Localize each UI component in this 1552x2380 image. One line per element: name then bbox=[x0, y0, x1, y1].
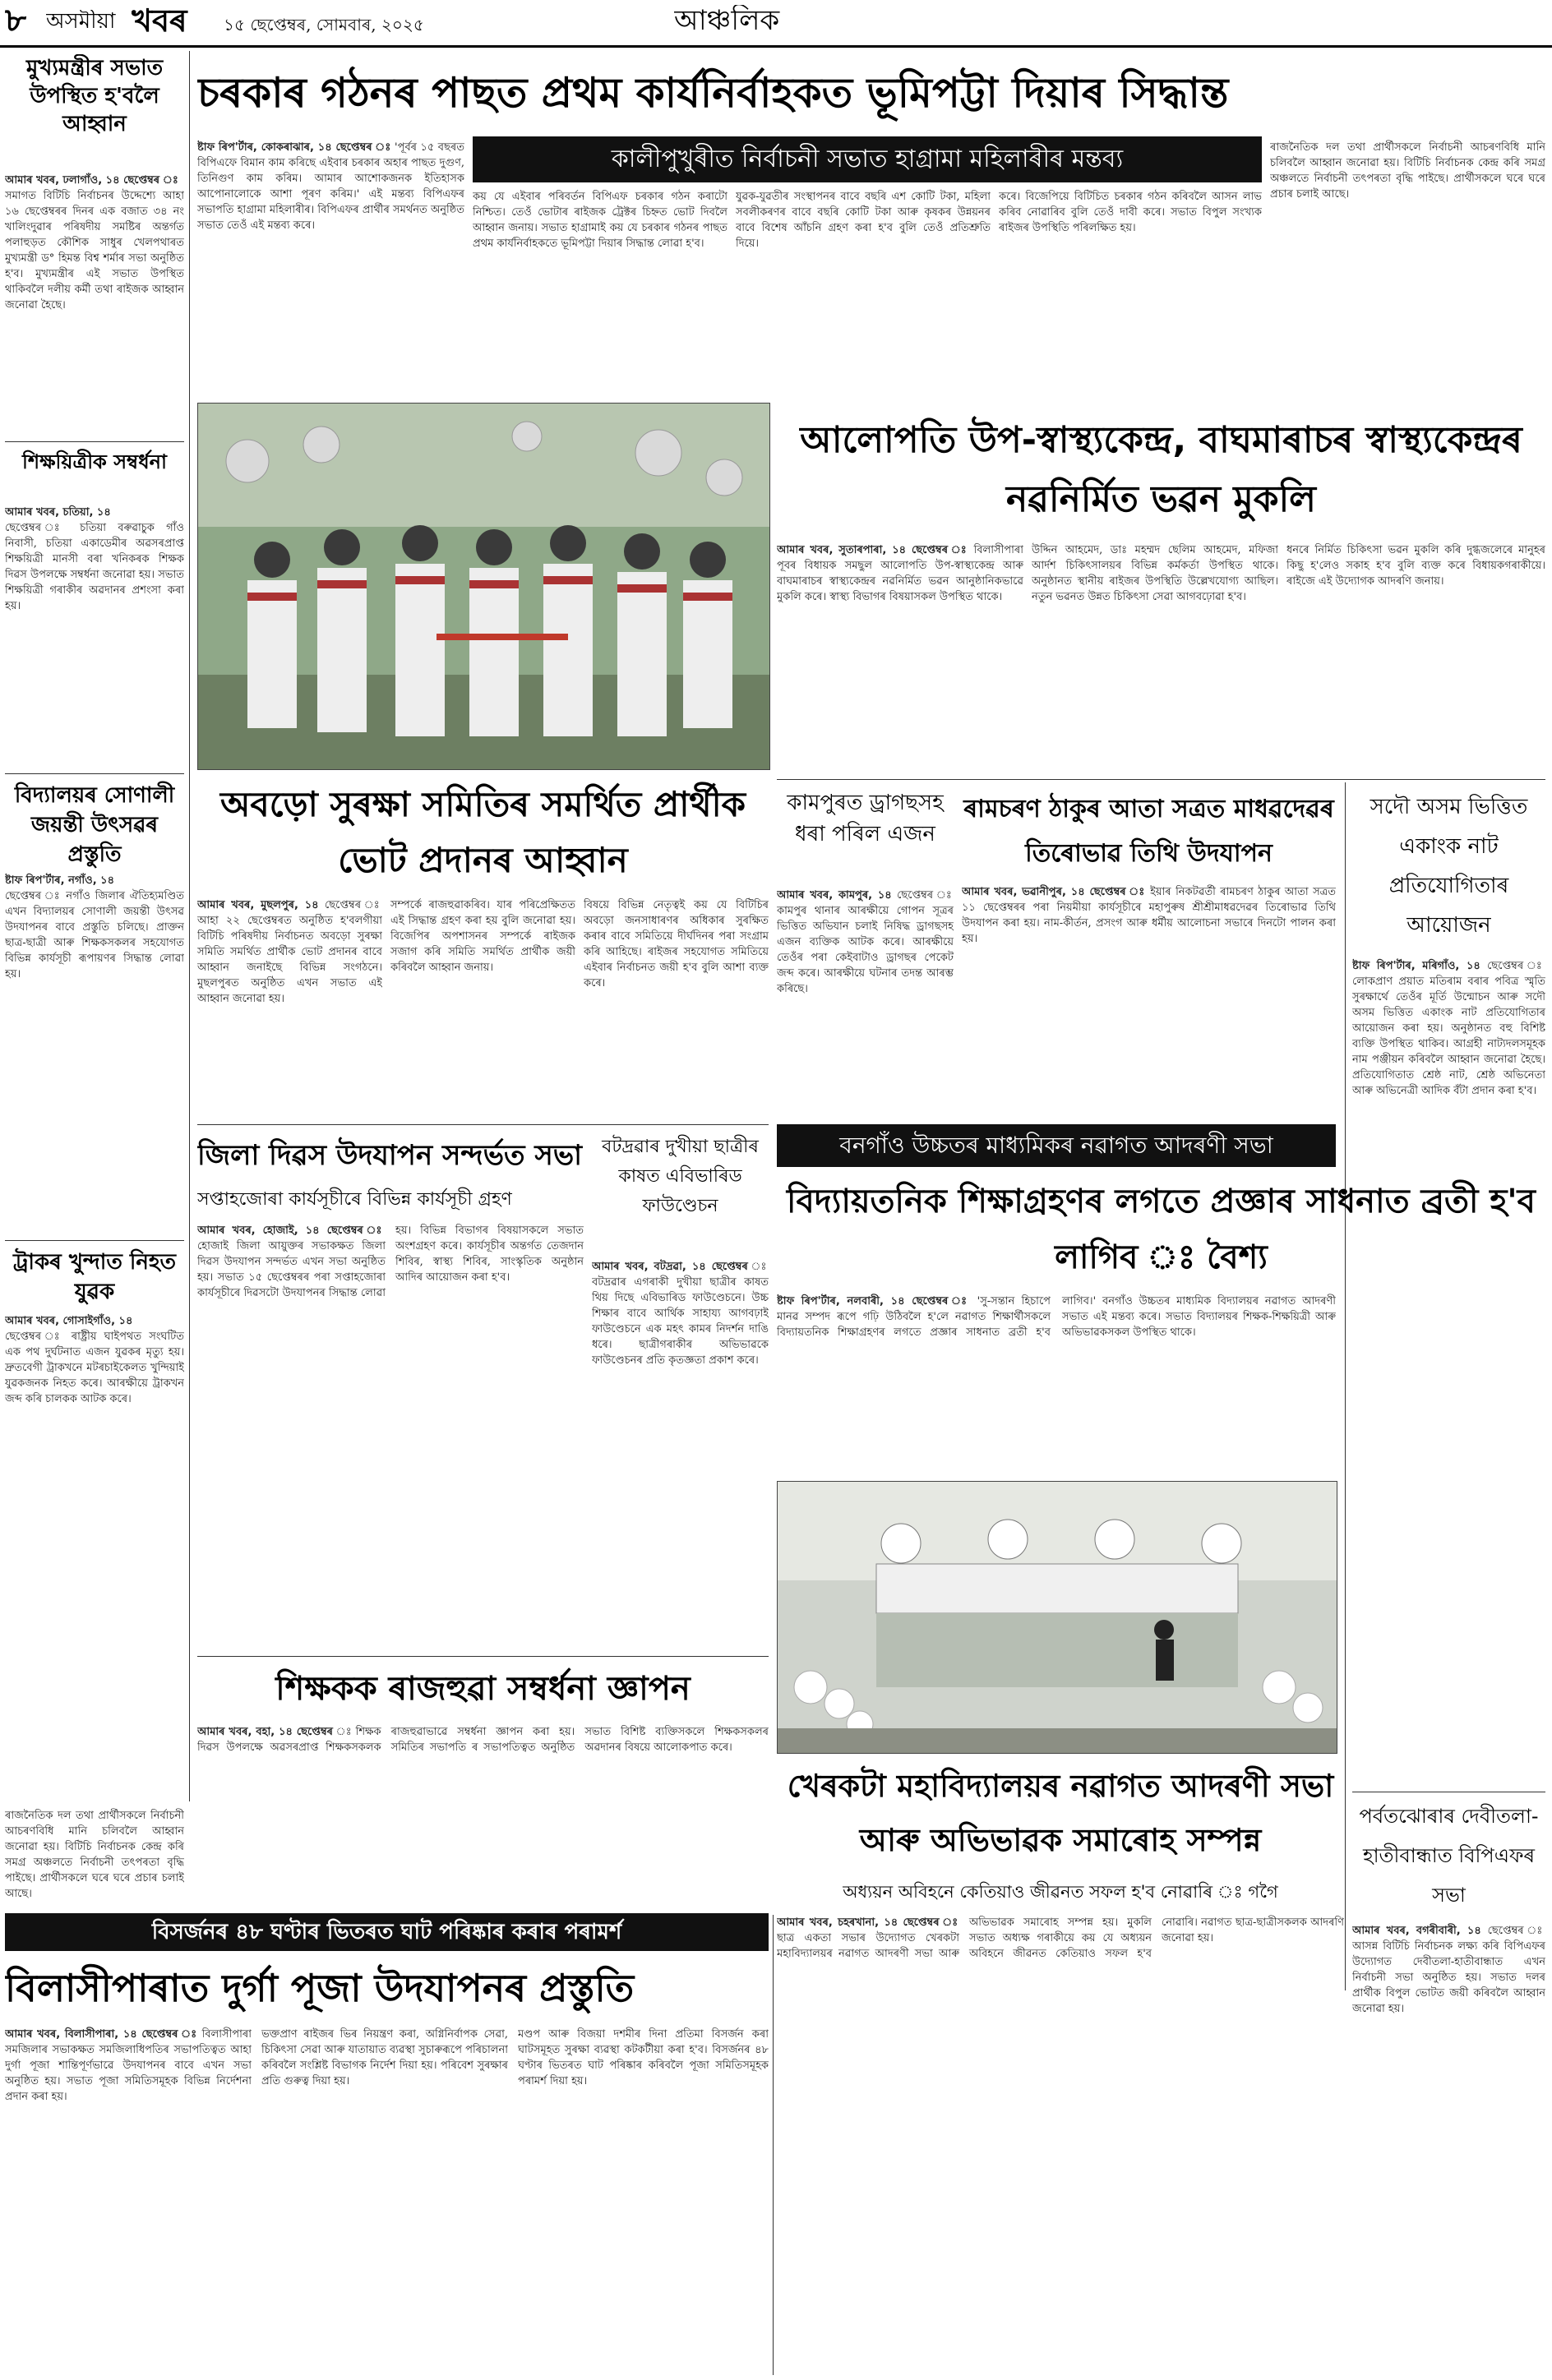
story-headline: বিদ্যালয়ৰ সোণালী জয়ন্তী উৎসৱৰ প্ৰস্তুতি bbox=[14, 783, 175, 867]
batdrava-body: বটদ্ৰৱাৰ এগৰাকী দুখীয়া ছাত্ৰীৰ কাষত থিয় দিছে এবিভাৰিড ফাউণ্ডেচনে। উচ্চ শিক্ষাৰ বাবে আৰ্থিক সাহায্য আগবঢ়াই ফাউণ্ডেচনে এক মহৎ কামৰ নিদৰ্শন দাঙি ধৰে। ছাত্ৰীগৰাকীৰ অভিভাৱকে ফাউণ্ডেচনৰ প্ৰতি কৃতজ্ঞতা প্ৰকাশ কৰে। bbox=[592, 1276, 769, 1367]
story-body: ছেপ্তেম্বৰ ঃ নগাঁও জিলাৰ ঐতিহ্যমণ্ডিত এখন বিদ্যালয়ৰ সোণালী জয়ন্তী উৎসৱ উদযাপনৰ বাবে প্ৰস্তুতি চলিছে। প্ৰাক্তন ছাত্ৰ-ছাত্ৰী আৰু শিক্ষকসকলৰ সহযোগত বিভিন্ন কাৰ্যসূচী ৰূপায়ণৰ সিদ্ধান্ত লোৱা হয়। bbox=[5, 890, 184, 980]
lead-col-1 bbox=[197, 140, 464, 394]
story-byline: আমাৰ খবৰ, চতিয়া, ১৪ bbox=[5, 506, 111, 519]
health-bottom-rule bbox=[777, 779, 1545, 780]
page-number: ৮ bbox=[5, 2, 26, 39]
teacher-body-block bbox=[197, 1724, 769, 1908]
story-headline: ট্ৰাকৰ খুন্দাত নিহত যুৱক bbox=[12, 1250, 177, 1304]
issue-date: ১৫ ছেপ্তেম্বৰ, সোমবাৰ, ২০২৫ bbox=[224, 15, 424, 35]
health-col-3: ধনৰে নিৰ্মিত চিকিৎসা ভৱন মুকলি কৰি দুগ্ধজলেৰে মানুহৰ কিছু হ'লেও সকাহ হ'ব বুলি ব্যক্ত কৰে বিধায়কগৰাকীয়ে। ৰাইজে এই উদ্যোগক আদৰণি জনায়। bbox=[1286, 544, 1545, 588]
right-col-rule bbox=[1345, 782, 1346, 1990]
teacher-headline: শিক্ষকক ৰাজহুৱা সম্বৰ্ধনা জ্ঞাপন bbox=[275, 1670, 691, 1708]
bangaon-body-block bbox=[777, 1294, 1336, 1476]
abs-col-3: বিষয়ে বিভিন্ন নেতৃত্বই কয় যে বিটিচিৰ অবড়ো জনসাধাৰণৰ অধিকাৰ সুৰক্ষিত কৰাৰ বাবে সমিতিয়ে দীৰ্ঘদিনৰ পৰা সংগ্ৰাম কৰি আহিছে। ৰাইজৰ সহযোগত সমিতিয়ে এইবাৰ নিৰ্বাচনত জয়ী হ'ব বুলি আশা ব্যক্ত কৰে। bbox=[584, 899, 769, 989]
lead-body-1: 'পূৰ্বৰ ১৫ বছৰত বিপিএফে বিমান কাম কৰিছে এইবাৰ চৰকাৰ অহাৰ পাছত দুগুণ, তিনিগুণ কাম কৰিম। আমাৰ আশোকজনক ইতিহাসক আপোনালোকে আশা পূৰণ কৰিম।' এই মন্তব্য বিপিএফৰ সভাপতি হাগ্ৰামা মহিলাৰীৰ। বিপিএফৰ প্ৰাৰ্থীৰ সমৰ্থনত অনুষ্ঠিত সভাত তেওঁ এই মন্তব্য কৰে। bbox=[197, 141, 464, 232]
durga-body-1: বিলাসীপাৰা সমজিলাৰ সভাকক্ষত সমজিলাধিপতিৰ সভাপতিত্বত আহা দুৰ্গা পূজা শান্তিপূৰ্ণভাৱে উদযাপনৰ বাবে এখন সভা অনুষ্ঠিত হয়। সভাত পূজা সমিতিসমূহক বিভিন্ন নিৰ্দেশনা প্ৰদান কৰা হয়। bbox=[5, 2028, 252, 2103]
district-headline: জিলা দিৱস উদযাপন সন্দৰ্ভত সভা bbox=[197, 1139, 583, 1172]
abs-bottom-rule bbox=[197, 1124, 769, 1125]
kherkata-body-block bbox=[777, 1915, 1344, 2375]
kherkata-body: ছাত্ৰ একতা সভাৰ উদ্যোগত খেৰকটা মহাবিদ্যালয়ৰ নৱাগত আদৰণী সভা আৰু অভিভাৱক সমাৰোহ সম্পন্ন হয়। মুকলি সভাত অধ্যক্ষ গৰাকীয়ে কয় যে অধ্যয়ন অবিহনে জীৱনত কেতিয়াও সফল হ'ব নোৱাৰি। নৱাগত ছাত্ৰ-ছাত্ৰীসকলক আদৰণি জনোৱা হয়। bbox=[777, 1916, 1344, 1960]
ramcharan-body-block bbox=[962, 884, 1336, 1118]
story-byline: ষ্টাফ ৰিপ'ৰ্টাৰ, নগাঁও, ১৪ bbox=[5, 874, 115, 887]
sodou-body-block bbox=[1352, 958, 1545, 1788]
abs-col-2: সম্পৰ্কে ৰাজহুৱাকৰিব। যাৰ পৰিপ্ৰেক্ষিতত এই সিদ্ধান্ত গ্ৰহণ কৰা হয় বুলি জনোৱা হয়। বিজেপিৰ অপশাসনৰ সম্পৰ্কে ৰাইজক সজাগ কৰি সমিতি সমৰ্থিত প্ৰাৰ্থীক জয়ী কৰিবলৈ আহ্বান জনায়। bbox=[390, 899, 575, 974]
story-body: সমাগত বিটিচি নিৰ্বাচনৰ উদ্দেশ্যে আহা ১৬ ছেপ্তেম্বৰৰ দিনৰ এক বজাত ৩৪ নং খালিংদুৱাৰ পৰিষদীয় সমষ্টিৰ অন্তৰ্গত পলাহুড়ত কৌশিক সাধুৰ খেলপথাৰত মুখ্যমন্ত্ৰী ড° হিমন্ত বিশ্ব শৰ্মাৰ সভা অনুষ্ঠিত হ'ব। মুখ্যমন্ত্ৰীৰ এই সভাত উপস্থিত থাকিবলৈ দলীয় কৰ্মী তথা ৰাইজক আহ্বান জনোৱা হৈছে। bbox=[5, 190, 184, 311]
lead-col-5: ৰাজনৈতিক দল তথা প্ৰাৰ্থীসকলে নিৰ্বাচনী আচৰণবিধি মানি চলিবলৈ আহ্বান জনোৱা হয়। বিটিচি নিৰ্বাচনক কেন্দ্ৰ কৰি সমগ্ৰ অঞ্চলতে নিৰ্বাচনী তৎপৰতা বৃদ্ধি পাইছে। প্ৰাৰ্থীসকলে ঘৰে ঘৰে প্ৰচাৰ চলাই আছে। bbox=[1270, 141, 1545, 201]
abs-body-1: ছেপ্তেম্বৰ ঃ আহা ২২ ছেপ্তেম্বৰত অনুষ্ঠিত হ'বলগীয়া বিটিচি পৰিষদীয় নিৰ্বাচনত অবড়ো সুৰক্ষা সমিতি সমৰ্থিত প্ৰাৰ্থীক ভোট প্ৰদানৰ বাবে আহ্বান জনাইছে বিভিন্ন সংগঠনে। মুছলপুৰত অনুষ্ঠিত এখন সভাত এই আহ্বান জনোৱা হয়। bbox=[197, 899, 382, 1005]
durga-col-3: মণ্ডপ আৰু বিজয়া দশমীৰ দিনা প্ৰতিমা বিসৰ্জন কৰা ঘাটসমূহত সুৰক্ষা ব্যৱস্থা কটকটীয়া কৰা হ'ব। বিসৰ্জনৰ ৪৮ ঘণ্টাৰ ভিতৰত ঘাট পৰিষ্কাৰ কৰিবলৈ পূজা সমিতিসমূহক পৰামৰ্শ দিয়া হয়। bbox=[518, 2028, 769, 2087]
district-subhead: সপ্তাহজোৰা কাৰ্যসূচীৰে বিভিন্ন কাৰ্যসূচী গ্ৰহণ bbox=[197, 1189, 512, 1210]
health-headline: আলোপতি উপ-স্বাস্থ্যকেন্দ্ৰ, বাঘমাৰাচৰ স্বাস্থ্যকেন্দ্ৰৰ নৱনিৰ্মিত ভৱন মুকলি bbox=[800, 419, 1522, 520]
ramcharan-body: ইয়াৰ নিকটৱৰ্তী ৰামচৰণ ঠাকুৰ আতা সত্ৰত ১১ ছেপ্তেম্বৰৰ পৰা নিয়মীয়া কাৰ্যসূচীৰে মহাপুৰুষ শ্ৰীশ্ৰীমাধৱদেৱৰ তিৰোভাৱ তিথি উদযাপন কৰা হয়। নাম-কীৰ্তন, প্ৰসংগ আৰু ধৰ্মীয় আলোচনা সভাৰে দিনটো পালন কৰা হয়। bbox=[962, 886, 1336, 945]
ramcharan-byline: আমাৰ খবৰ, ভৱানীপুৰ, ১৪ ছেপ্তেম্বৰ ঃ bbox=[962, 886, 1146, 898]
paper-name-a: অসমীয়া bbox=[46, 10, 116, 34]
ramcharan-headline: ৰামচৰণ ঠাকুৰ আতা সত্ৰত মাধৱদেৱৰ তিৰোভাৱ তিথি উদযাপন bbox=[963, 795, 1334, 868]
parbat-body-block bbox=[1352, 1923, 1545, 2375]
kherkata-subhead: অধ্যয়ন অবিহনে কেতিয়াও জীৱনত সফল হ'ব নোৱাৰি ঃ গগৈ bbox=[843, 1882, 1278, 1902]
sodou-headline: সদৌ অসম ভিত্তিত একাংক নাট প্ৰতিযোগিতাৰ আয়োজন bbox=[1370, 795, 1528, 938]
bangaon-banner: বনগাঁও উচ্চতৰ মাধ্যমিকৰ নৱাগত আদৰণী সভা bbox=[777, 1124, 1336, 1167]
durga-headline: বিলাসীপাৰাত দুৰ্গা পূজা উদযাপনৰ প্ৰস্তুতি bbox=[5, 1966, 635, 2010]
abs-byline: আমাৰ খবৰ, মুছলপুৰ, ১৪ bbox=[197, 899, 319, 911]
district-byline: আমাৰ খবৰ, হোজাই, ১৪ ছেপ্তেম্বৰ ঃ bbox=[197, 1225, 386, 1237]
health-col-2: উদ্দিন আহমেদ, ডাঃ মহম্মদ ছেলিম আহমেদ, মফিজা আৰ্দশ চিকিৎসালয়ৰ বিভিন্ন কৰ্মকৰ্তা উপস্থিত থাকে। অনুষ্ঠানত স্থানীয় ৰাইজৰ উপস্থিতি উল্লেখযোগ্য আছিল। নতুন ভৱনত উন্নত চিকিৎসা সেৱা আগবঢ়োৱা হ'ব। bbox=[1032, 544, 1278, 603]
bangaon-byline: ষ্টাফ ৰিপ'ৰ্টাৰ, নলবাৰী, ১৪ ছেপ্তেম্বৰ ঃ bbox=[777, 1295, 971, 1308]
parbat-byline: আমাৰ খবৰ, বগৰীবাৰী, ১৪ bbox=[1352, 1925, 1481, 1937]
bottom-mid-rule bbox=[773, 1915, 774, 2375]
durga-col-2: ভক্তপ্ৰাণ ৰাইজৰ ভিৰ নিয়ন্ত্ৰণ কৰা, অগ্নিনিৰ্বাপক সেৱা, চিকিৎসা সেৱা আৰু যাতায়াত ব্যৱস্থা সুচাৰুৰূপে পৰিচালনা কৰিবলৈ সংশ্লিষ্ট বিভাগক নিৰ্দেশ দিয়া হয়। পৰিবেশ সুৰক্ষাৰ প্ৰতি গুৰুত্ব দিয়া হয়। bbox=[261, 2028, 508, 2087]
bangaon-stage-photo bbox=[777, 1481, 1337, 1754]
lead-col-3: যুৱক-যুৱতীৰ সংস্থাপনৰ বাবে বছৰি এশ কোটি টকা, মহিলা সবলীকৰণৰ বাবে বছৰি কোটি টকা আৰু কৃষকৰ উন্নয়নৰ বাবে বিশেষ আঁচনি গ্ৰহণ কৰা হ'ব বুলি তেওঁ প্ৰতিশ্ৰুতি দিয়ে। bbox=[736, 191, 991, 250]
teacher-byline: আমাৰ খবৰ, বহা, ১৪ ছেপ্তেম্বৰ bbox=[197, 1726, 333, 1738]
kampur-body: ছেপ্তেম্বৰ ঃ কামপুৰ থানাৰ আৰক্ষীয়ে গোপন সূত্ৰৰ ভিত্তিত অভিযান চলাই নিষিদ্ধ ড্ৰাগছসহ এজন ব্যক্তিক আটক কৰে। আৰক্ষীয়ে তেওঁৰ পৰা কেইবাটাও ড্ৰাগছৰ পেকেট জব্দ কৰে। আৰক্ষীয়ে ঘটনাৰ তদন্ত আৰম্ভ কৰিছে। bbox=[777, 889, 954, 995]
durga-byline: আমাৰ খবৰ, বিলাসীপাৰা, ১৪ ছেপ্তেম্বৰ ঃ bbox=[5, 2028, 198, 2041]
lead-col-2: কয় যে এইবাৰ পৰিবৰ্তন বিপিএফ চৰকাৰ গঠন কৰাটো নিশ্চিত। তেওঁ ভোটাৰ ৰাইজক ট্ৰেক্টৰ চিহ্নত ভোট দিবলৈ আহ্বান জনায়। সভাত হাগ্ৰামাই কয় যে চৰকাৰ গঠনৰ পাছত প্ৰথম কাৰ্যনিৰ্বাহকতে ভূমিপট্টা দিয়াৰ সিদ্ধান্ত লোৱা হ'ব। bbox=[473, 191, 728, 250]
kherkata-headline: খেৰকটা মহাবিদ্যালয়ৰ নৱাগত আদৰণী সভা আৰু অভিভাৱক সমাৰোহ সম্পন্ন bbox=[787, 1768, 1334, 1858]
left-column bbox=[5, 54, 184, 1801]
parbat-headline: পৰ্বতঝোৰাৰ দেবীতলা-হাতীবান্ধাত বিপিএফৰ সভা bbox=[1359, 1805, 1539, 1907]
bangaon-headline: বিদ্যায়তনিক শিক্ষাগ্ৰহণৰ লগতে প্ৰজ্ঞাৰ সাধনাত ব্ৰতী হ'ব লাগিব ঃ বৈশ্য bbox=[787, 1183, 1536, 1276]
health-byline: আমাৰ খবৰ, সুতাৰপাৰা, ১৪ ছেপ্তেম্বৰ ঃ bbox=[777, 544, 969, 556]
masthead bbox=[0, 0, 1552, 48]
left-col-rule bbox=[189, 51, 190, 1801]
durga-col-1 bbox=[5, 2027, 252, 2375]
lead-event-photo bbox=[197, 403, 770, 770]
kampur-headline: কামপুৰত ড্ৰাগছসহ ধৰা পৰিল এজন bbox=[787, 791, 944, 846]
district-bottom-rule bbox=[197, 1656, 769, 1657]
batdrava-headline: বটদ্ৰৱাৰ দুখীয়া ছাত্ৰীৰ কাষত এবিভাৰিড ফাউণ্ডেচন bbox=[602, 1137, 759, 1216]
district-body-block bbox=[197, 1223, 584, 1650]
abs-col-1 bbox=[197, 897, 382, 1119]
teacher-body: ঃ শিক্ষক দিৱস উপলক্ষে অৱসৰপ্ৰাপ্ত শিক্ষকসকলক ৰাজহুৱাভাৱে সম্বৰ্ধনা জ্ঞাপন কৰা হয়। সমিতিৰ সভাপতি ৰ সভাপতিত্বত অনুষ্ঠিত সভাত বিশিষ্ট ব্যক্তিসকলে শিক্ষকসকলৰ অৱদানৰ বিষয়ে আলোকপাত কৰে। bbox=[197, 1726, 769, 1754]
parbat-body: ছেপ্তেম্বৰ ঃ আসন্ন বিটিচি নিৰ্বাচনক লক্ষ্য কৰি বিপিএফৰ উদ্যোগত দেবীতলা-হাতীবান্ধাত এখন নিৰ্বাচনী সভা অনুষ্ঠিত হয়। সভাত দলৰ প্ৰাৰ্থীক বিপুল ভোটত জয়ী কৰিবলৈ আহ্বান জনোৱা হয়। bbox=[1352, 1925, 1545, 2015]
story-byline: আমাৰ খবৰ, ঢলাগাঁও, ১৪ ছেপ্তেম্বৰ ঃ bbox=[5, 174, 178, 187]
bangaon-body: 'সু-সন্তান হিচাপে মানৱ সম্পদ ৰূপে গঢ়ি উঠিবলৈ হ'লে নৱাগত শিক্ষাৰ্থীসকলে বিদ্যায়তনিক শিক্ষাগ্ৰহণৰ লগতে প্ৰজ্ঞাৰ সাধনাত ব্ৰতী হ'ব লাগিব।' বনগাঁও উচ্চতৰ মাধ্যমিক বিদ্যালয়ৰ নৱাগত আদৰণী সভাত এই মন্তব্য কৰে। সভাত বিদ্যালয়ৰ শিক্ষক-শিক্ষয়িত্ৰী আৰু অভিভাৱকসকল উপস্থিত থাকে। bbox=[777, 1295, 1336, 1339]
durga-kicker: বিসৰ্জনৰ ৪৮ ঘণ্টাৰ ভিতৰত ঘাট পৰিষ্কাৰ কৰাৰ পৰামৰ্শ bbox=[5, 1913, 769, 1951]
paper-name-b: খবৰ bbox=[132, 3, 187, 39]
story-headline: শিক্ষয়িত্ৰীক সম্বৰ্ধনা bbox=[22, 450, 167, 473]
story-body: ছেপ্তেম্বৰ ঃ ৰাষ্ট্ৰীয় ঘাইপথত সংঘটিত এক পথ দুৰ্ঘটনাত এজন যুৱকৰ মৃত্যু হয়। দ্ৰুতবেগী ট্ৰাকখনে মটৰচাইকেলত খুন্দিয়াই যুৱকজনক নিহত কৰে। আৰক্ষীয়ে ট্ৰাকখন জব্দ কৰি চালকক আটক কৰে। bbox=[5, 1331, 184, 1405]
batdrava-byline: আমাৰ খবৰ, বটদ্ৰৱা, ১৪ ছেপ্তেম্বৰ bbox=[592, 1261, 748, 1273]
lead-sub-banner: কালীপুখুৰীত নিৰ্বাচনী সভাত হাগ্ৰামা মহিলাৰীৰ মন্তব্য bbox=[473, 136, 1262, 182]
lead-byline: ষ্টাফ ৰিপ'ৰ্টাৰ, কোকৰাঝাৰ, ১৪ ছেপ্তেম্বৰ ঃ bbox=[197, 141, 391, 154]
health-col-1 bbox=[777, 542, 1023, 777]
sodou-body: ছেপ্তেম্বৰ ঃ লোকপ্ৰাণ প্ৰয়াত মতিৰাম বৰাৰ পবিত্ৰ স্মৃতি সুৰক্ষাৰ্থে তেওঁৰ মূৰ্তি উন্মোচন আৰু সদৌ অসম ভিত্তিত একাংক নাট প্ৰতিযোগিতাৰ আয়োজন কৰা হয়। অনুষ্ঠানত বহু বিশিষ্ট ব্যক্তি উপস্থিত থাকিব। আগ্ৰহী নাট্যদলসমূহক নাম পঞ্জীয়ন কৰিবলৈ আহ্বান জনোৱা হৈছে। প্ৰতিযোগিতাত শ্ৰেষ্ঠ নাট, শ্ৰেষ্ঠ অভিনেতা আৰু অভিনেত্ৰী আদিক বঁটা প্ৰদান কৰা হ'ব। bbox=[1352, 960, 1545, 1097]
section-name: আঞ্চলিক bbox=[674, 5, 780, 37]
story-byline: আমাৰ খবৰ, গোসাইগাঁও, ১৪ bbox=[5, 1315, 133, 1327]
story-body: ছেপ্তেম্বৰ ঃ চতিয়া বৰুৱাচুক গাঁও নিবাসী, চতিয়া একাডেমীৰ অৱসৰপ্ৰাপ্ত শিক্ষয়িত্ৰী মানসী বৰা খনিকৰক শিক্ষক দিৱস উপলক্ষে সম্বৰ্ধনা জনোৱা হয়। সভাত শিক্ষয়িত্ৰী গৰাকীৰ অৱদানৰ প্ৰশংসা কৰা হয়। bbox=[5, 522, 184, 612]
lead-headline: চৰকাৰ গঠনৰ পাছত প্ৰথম কাৰ্যনিৰ্বাহকত ভূমিপট্টা দিয়াৰ সিদ্ধান্ত bbox=[197, 69, 1229, 117]
left-lower-col: ৰাজনৈতিক দল তথা প্ৰাৰ্থীসকলে নিৰ্বাচনী আচৰণবিধি মানি চলিবলৈ আহ্বান জনোৱা হয়। বিটিচি নিৰ্বাচনক কেন্দ্ৰ কৰি সমগ্ৰ অঞ্চলতে নিৰ্বাচনী তৎপৰতা বৃদ্ধি পাইছে। প্ৰাৰ্থীসকলে ঘৰে ঘৰে প্ৰচাৰ চলাই আছে। bbox=[5, 1810, 184, 1900]
abs-headline: অবড়ো সুৰক্ষা সমিতিৰ সমৰ্থিত প্ৰাৰ্থীক ভোট প্ৰদানৰ আহ্বান bbox=[219, 784, 746, 880]
kherkata-byline: আমাৰ খবৰ, চহৰখানা, ১৪ ছেপ্তেম্বৰ ঃ bbox=[777, 1916, 959, 1929]
story-headline: মুখ্যমন্ত্ৰীৰ সভাত উপস্থিত হ'বলৈ আহ্বান bbox=[25, 56, 164, 136]
batdrava-body-block bbox=[592, 1259, 769, 1654]
sodou-byline: ষ্টাফ ৰিপ'ৰ্টাৰ, মৰিগাঁও, ১৪ bbox=[1352, 960, 1480, 972]
lead-col-4: কৰে। বিজেপিয়ে বিটিচিত চৰকাৰ গঠন কৰিবলৈ আসন লাভ কৰিব নোৱাৰিব বুলি তেওঁ দাবী কৰে। সভাত বিপুল সংখ্যক ৰাইজৰ উপস্থিতি পৰিলক্ষিত হয়। bbox=[999, 191, 1262, 234]
health-body-1: বিলাসীপাৰা পূবৰ বিধায়ক সমছুল আলোপতি উপ-স্বাস্থ্যকেন্দ্ৰ আৰু বাঘমাৰাচৰ স্বাস্থ্যকেন্দ্ৰৰ নৱনিৰ্মিত ভৱন আনুষ্ঠানিকভাৱে মুকলি কৰে। স্বাস্থ্য বিভাগৰ বিষয়াসকল উপস্থিত থাকে। bbox=[777, 544, 1023, 603]
district-body: হোজাই জিলা আয়ুক্তৰ সভাকক্ষত জিলা দিৱস উদযাপন সন্দৰ্ভত এখন সভা অনুষ্ঠিত হয়। সভাত ১৫ ছেপ্তেম্বৰৰ পৰা সপ্তাহজোৰা কাৰ্যসূচীৰে দিৱসটো উদযাপনৰ সিদ্ধান্ত লোৱা হয়। বিভিন্ন বিভাগৰ বিষয়াসকলে সভাত অংশগ্ৰহণ কৰে। কাৰ্যসূচীৰ অন্তৰ্গত তেজদান শিবিৰ, স্বাস্থ্য শিবিৰ, সাংস্কৃতিক অনুষ্ঠান আদিৰ আয়োজন কৰা হ'ব। bbox=[197, 1225, 584, 1299]
kampur-byline: আমাৰ খবৰ, কামপুৰ, ১৪ bbox=[777, 889, 892, 902]
kampur-body-block bbox=[777, 888, 954, 1118]
